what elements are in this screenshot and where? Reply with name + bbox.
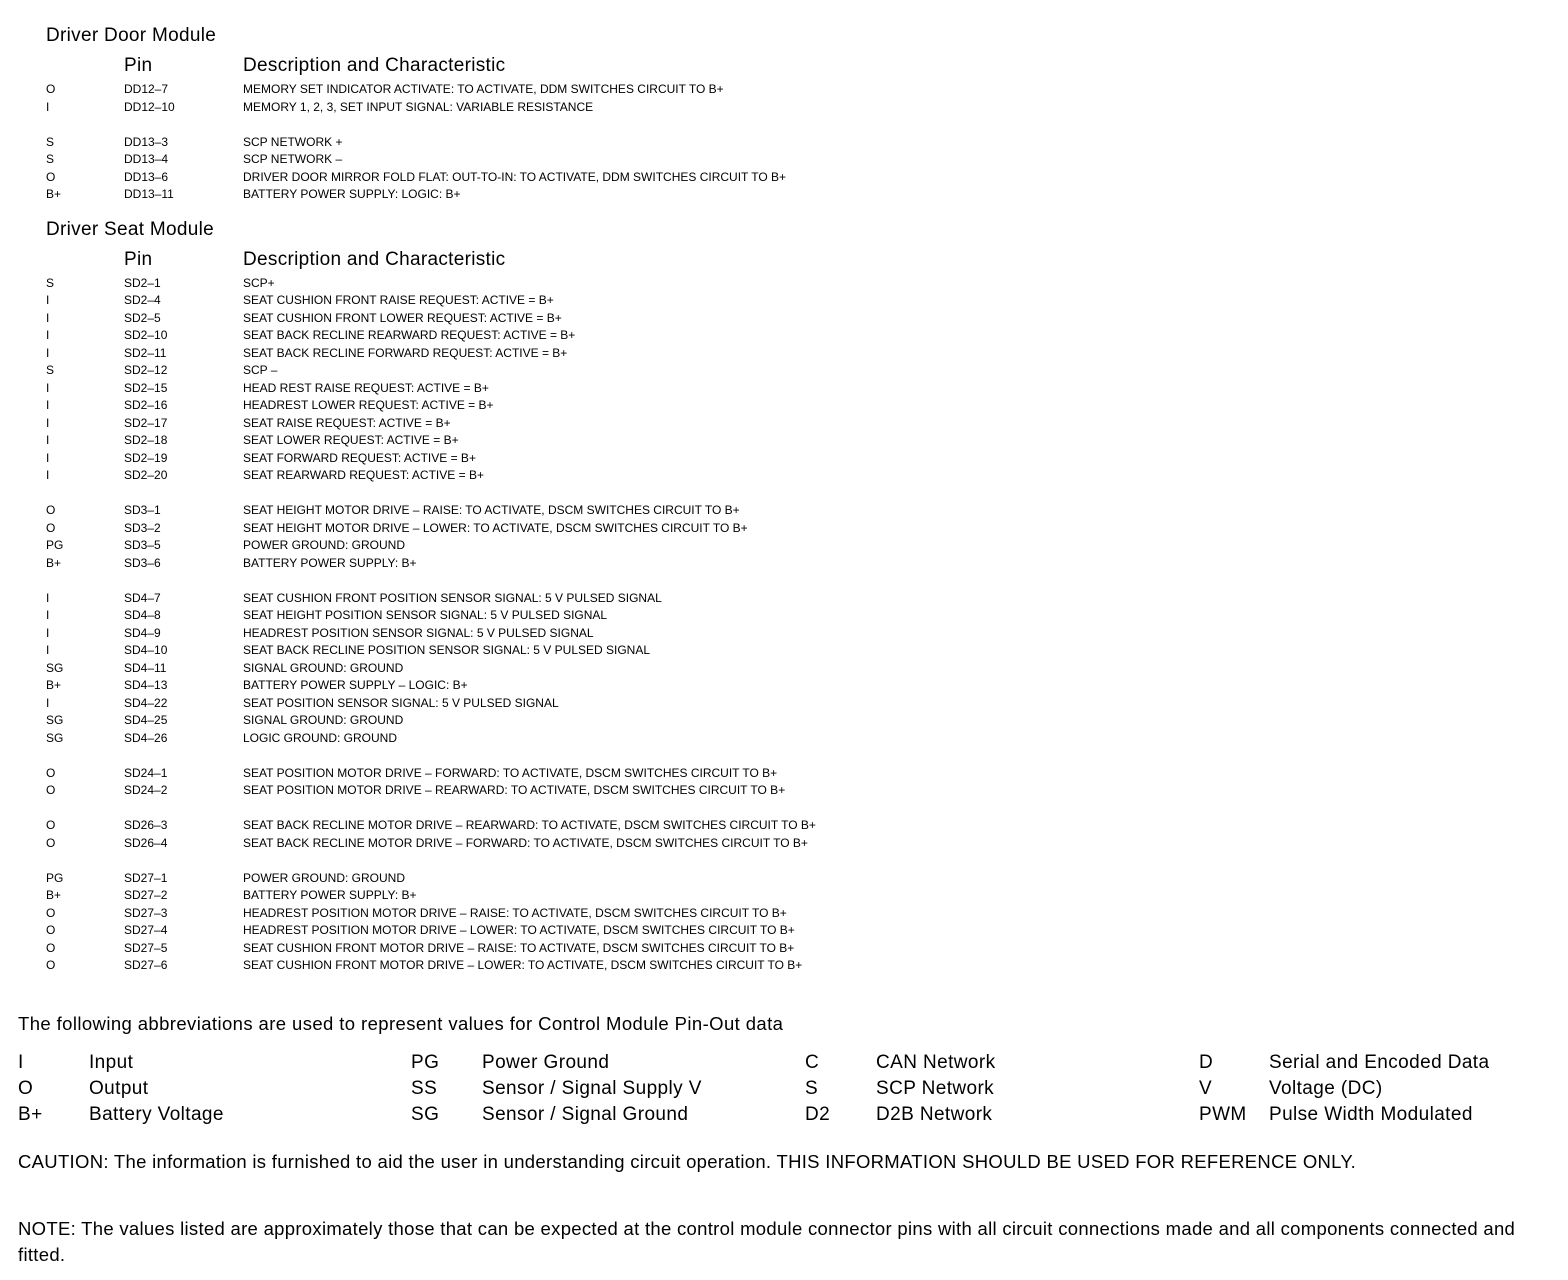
abbreviation-meaning: Power Ground (482, 1052, 610, 1073)
pin-number: SD26–3 (124, 818, 168, 832)
pin-type: I (46, 643, 50, 657)
pin-number: SD2–17 (124, 416, 168, 430)
abbreviation-code: I (18, 1052, 24, 1073)
pin-number: SD4–13 (124, 678, 168, 692)
pin-number: SD2–5 (124, 311, 161, 325)
pin-row (0, 835, 1568, 853)
note-text: NOTE: The values listed are approximately those that can be expected at the control module connector pins with all circuit connections made and all components connected and fitted. (18, 1218, 1516, 1265)
section-title: Driver Door Module (46, 25, 217, 46)
pin-row (0, 186, 1568, 204)
pin-type: SG (46, 713, 64, 727)
pin-type: PG (46, 871, 64, 885)
pin-row (0, 345, 1568, 363)
pin-number: SD2–1 (124, 276, 161, 290)
pin-number: SD4–10 (124, 643, 168, 657)
pin-row (0, 169, 1568, 187)
pin-type: I (46, 381, 50, 395)
caution-text: CAUTION: The information is furnished to aid the user in understanding circuit operation. THIS INFORMATION SHOULD BE USED FOR REFERENCE ONLY. (18, 1151, 1357, 1172)
pin-description: HEADREST POSITION SENSOR SIGNAL: 5 V PULSED SIGNAL (243, 626, 594, 640)
pin-description: MEMORY SET INDICATOR ACTIVATE: TO ACTIVATE, DDM SWITCHES CIRCUIT TO B+ (243, 82, 724, 96)
pin-number: SD4–9 (124, 626, 161, 640)
pin-type: I (46, 468, 50, 482)
pin-type: O (46, 521, 56, 535)
pin-column-header: Pin (124, 55, 153, 76)
pin-description: HEAD REST RAISE REQUEST: ACTIVE = B+ (243, 381, 489, 395)
pin-row (0, 887, 1568, 905)
pin-description: BATTERY POWER SUPPLY: B+ (243, 888, 417, 902)
pin-number: SD2–18 (124, 433, 168, 447)
pin-description: SIGNAL GROUND: GROUND (243, 713, 404, 727)
pin-description: SIGNAL GROUND: GROUND (243, 661, 404, 675)
pin-row (0, 362, 1568, 380)
pin-description: HEADREST LOWER REQUEST: ACTIVE = B+ (243, 398, 494, 412)
pin-number: DD13–4 (124, 152, 169, 166)
abbreviation-code: O (18, 1078, 34, 1099)
pin-description: SEAT BACK RECLINE FORWARD REQUEST: ACTIVE = B+ (243, 346, 568, 360)
pin-description: POWER GROUND: GROUND (243, 538, 405, 552)
abbreviation-meaning: Sensor / Signal Ground (482, 1104, 689, 1125)
description-column-header: Description and Characteristic (243, 55, 506, 76)
pin-number: SD4–22 (124, 696, 168, 710)
pin-type: I (46, 311, 50, 325)
pin-type: SG (46, 731, 64, 745)
pin-description: DRIVER DOOR MIRROR FOLD FLAT: OUT-TO-IN: TO ACTIVATE, DDM SWITCHES CIRCUIT TO B+ (243, 170, 787, 184)
abbreviation-meaning: Serial and Encoded Data (1269, 1052, 1490, 1073)
pin-number: SD4–11 (124, 661, 167, 675)
abbreviation-meaning: Pulse Width Modulated (1269, 1104, 1473, 1125)
pin-type: B+ (46, 888, 62, 902)
pin-column-header: Pin (124, 249, 153, 270)
pin-type: I (46, 591, 50, 605)
abbreviation-meaning: Output (89, 1078, 149, 1099)
pin-description: SEAT RAISE REQUEST: ACTIVE = B+ (243, 416, 451, 430)
pin-number: SD2–10 (124, 328, 168, 342)
pin-type: O (46, 818, 56, 832)
pin-type: O (46, 941, 56, 955)
pin-row (0, 520, 1568, 538)
pin-row (0, 712, 1568, 730)
pin-row (0, 677, 1568, 695)
abbreviation-code: S (805, 1078, 819, 1099)
pin-description: MEMORY 1, 2, 3, SET INPUT SIGNAL: VARIABLE RESISTANCE (243, 100, 594, 114)
pin-number: SD2–11 (124, 346, 167, 360)
section-title: Driver Seat Module (46, 219, 215, 240)
pin-number: SD3–5 (124, 538, 161, 552)
pin-type: I (46, 416, 50, 430)
pin-description: BATTERY POWER SUPPLY: LOGIC: B+ (243, 187, 461, 201)
pin-description: SEAT POSITION SENSOR SIGNAL: 5 V PULSED SIGNAL (243, 696, 559, 710)
pin-row (0, 590, 1568, 608)
pin-number: SD3–6 (124, 556, 161, 570)
pin-number: SD26–4 (124, 836, 168, 850)
pin-description: HEADREST POSITION MOTOR DRIVE – RAISE: TO ACTIVATE, DSCM SWITCHES CIRCUIT TO B+ (243, 906, 787, 920)
pin-type: O (46, 958, 56, 972)
pin-description: BATTERY POWER SUPPLY: B+ (243, 556, 417, 570)
abbreviation-meaning: Battery Voltage (89, 1104, 224, 1125)
pin-description: SEAT LOWER REQUEST: ACTIVE = B+ (243, 433, 459, 447)
pin-number: DD12–10 (124, 100, 175, 114)
pin-type: O (46, 766, 56, 780)
pin-row (0, 537, 1568, 555)
pin-type: I (46, 451, 50, 465)
abbreviation-code: SS (411, 1078, 438, 1099)
pin-number: SD2–12 (124, 363, 168, 377)
pin-row (0, 695, 1568, 713)
pin-row (0, 502, 1568, 520)
pin-number: DD12–7 (124, 82, 169, 96)
pin-description: SEAT REARWARD REQUEST: ACTIVE = B+ (243, 468, 484, 482)
pin-row (0, 730, 1568, 748)
pin-number: SD27–2 (124, 888, 168, 902)
pin-description: POWER GROUND: GROUND (243, 871, 405, 885)
pin-number: DD13–6 (124, 170, 169, 184)
abbreviation-meaning: CAN Network (876, 1052, 996, 1073)
pin-row (0, 310, 1568, 328)
pin-number: SD24–1 (124, 766, 168, 780)
description-column-header: Description and Characteristic (243, 249, 506, 270)
pin-type: B+ (46, 556, 62, 570)
pin-number: SD4–8 (124, 608, 161, 622)
pin-number: SD27–1 (124, 871, 168, 885)
abbreviation-meaning: SCP Network (876, 1078, 995, 1099)
pin-row (0, 467, 1568, 485)
pin-description: SEAT CUSHION FRONT POSITION SENSOR SIGNAL: 5 V PULSED SIGNAL (243, 591, 662, 605)
pin-row (0, 870, 1568, 888)
pin-number: SD24–2 (124, 783, 168, 797)
pin-row (0, 151, 1568, 169)
abbreviation-meaning: D2B Network (876, 1104, 993, 1125)
pin-number: SD3–2 (124, 521, 161, 535)
pin-type: S (46, 135, 55, 149)
pin-type: I (46, 433, 50, 447)
pin-description: SEAT HEIGHT POSITION SENSOR SIGNAL: 5 V PULSED SIGNAL (243, 608, 608, 622)
pin-row (0, 922, 1568, 940)
pin-row (0, 432, 1568, 450)
pin-row (0, 765, 1568, 783)
pin-row (0, 397, 1568, 415)
pin-description: SEAT CUSHION FRONT MOTOR DRIVE – RAISE: TO ACTIVATE, DSCM SWITCHES CIRCUIT TO B+ (243, 941, 795, 955)
pin-row (0, 642, 1568, 660)
pin-description: SCP NETWORK – (243, 152, 343, 166)
pin-description: SEAT CUSHION FRONT RAISE REQUEST: ACTIVE = B+ (243, 293, 554, 307)
pin-number: SD2–19 (124, 451, 168, 465)
pin-row (0, 940, 1568, 958)
pin-type: I (46, 608, 50, 622)
pin-number: SD27–5 (124, 941, 168, 955)
pin-row (0, 660, 1568, 678)
pin-type: O (46, 503, 56, 517)
pin-number: SD2–15 (124, 381, 168, 395)
abbreviation-code: D (1199, 1052, 1214, 1073)
pin-row (0, 817, 1568, 835)
pin-type: I (46, 696, 50, 710)
pin-type: O (46, 836, 56, 850)
pin-row (0, 81, 1568, 99)
pin-number: SD4–7 (124, 591, 161, 605)
pin-number: SD27–4 (124, 923, 168, 937)
pin-description: SEAT BACK RECLINE REARWARD REQUEST: ACTIVE = B+ (243, 328, 576, 342)
abbreviation-meaning: Sensor / Signal Supply V (482, 1078, 702, 1099)
pin-row (0, 625, 1568, 643)
pin-number: SD3–1 (124, 503, 161, 517)
pin-description: SEAT BACK RECLINE MOTOR DRIVE – FORWARD: TO ACTIVATE, DSCM SWITCHES CIRCUIT TO B+ (243, 836, 808, 850)
pin-type: S (46, 363, 55, 377)
pin-number: DD13–3 (124, 135, 169, 149)
pin-row (0, 134, 1568, 152)
pin-type: I (46, 626, 50, 640)
pin-description: SEAT BACK RECLINE MOTOR DRIVE – REARWARD: TO ACTIVATE, DSCM SWITCHES CIRCUIT TO B+ (243, 818, 816, 832)
pin-type: PG (46, 538, 64, 552)
pin-type: O (46, 82, 56, 96)
pin-row (0, 905, 1568, 923)
abbreviation-code: V (1199, 1078, 1213, 1099)
pin-row (0, 782, 1568, 800)
pin-type: O (46, 923, 56, 937)
abbreviation-code: D2 (805, 1104, 831, 1125)
pin-description: SEAT CUSHION FRONT LOWER REQUEST: ACTIVE = B+ (243, 311, 562, 325)
pin-type: B+ (46, 187, 62, 201)
pin-number: DD13–11 (124, 187, 174, 201)
pin-type: SG (46, 661, 64, 675)
pin-number: SD2–16 (124, 398, 168, 412)
pin-description: SEAT POSITION MOTOR DRIVE – FORWARD: TO ACTIVATE, DSCM SWITCHES CIRCUIT TO B+ (243, 766, 778, 780)
pin-row (0, 607, 1568, 625)
pin-row (0, 99, 1568, 117)
pin-type: I (46, 293, 50, 307)
pin-type: B+ (46, 678, 62, 692)
pin-description: HEADREST POSITION MOTOR DRIVE – LOWER: TO ACTIVATE, DSCM SWITCHES CIRCUIT TO B+ (243, 923, 795, 937)
abbreviation-code: PWM (1199, 1104, 1247, 1125)
pin-type: I (46, 328, 50, 342)
pin-description: SCP+ (243, 276, 275, 290)
pin-description: SEAT BACK RECLINE POSITION SENSOR SIGNAL: 5 V PULSED SIGNAL (243, 643, 651, 657)
pin-type: I (46, 346, 50, 360)
abbreviation-code: C (805, 1052, 820, 1073)
abbreviation-meaning: Input (89, 1052, 134, 1073)
pin-number: SD4–25 (124, 713, 168, 727)
pin-number: SD2–4 (124, 293, 161, 307)
abbreviation-code: B+ (18, 1104, 43, 1125)
pin-type: I (46, 100, 50, 114)
pin-number: SD27–3 (124, 906, 168, 920)
pin-row (0, 292, 1568, 310)
pin-description: SEAT FORWARD REQUEST: ACTIVE = B+ (243, 451, 476, 465)
abbreviation-code: SG (411, 1104, 440, 1125)
pin-number: SD27–6 (124, 958, 168, 972)
pin-description: SCP – (243, 363, 278, 377)
pin-row (0, 555, 1568, 573)
pin-row (0, 380, 1568, 398)
pin-type: O (46, 906, 56, 920)
abbreviations-intro: The following abbreviations are used to represent values for Control Module Pin-Out data (18, 1013, 784, 1034)
abbreviation-meaning: Voltage (DC) (1269, 1078, 1383, 1099)
pin-description: SCP NETWORK + (243, 135, 343, 149)
pin-number: SD2–20 (124, 468, 168, 482)
pin-row (0, 275, 1568, 293)
pin-row (0, 327, 1568, 345)
pin-type: I (46, 398, 50, 412)
pin-description: SEAT POSITION MOTOR DRIVE – REARWARD: TO ACTIVATE, DSCM SWITCHES CIRCUIT TO B+ (243, 783, 786, 797)
pin-description: SEAT CUSHION FRONT MOTOR DRIVE – LOWER: TO ACTIVATE, DSCM SWITCHES CIRCUIT TO B+ (243, 958, 803, 972)
pin-description: LOGIC GROUND: GROUND (243, 731, 398, 745)
pin-type: S (46, 152, 55, 166)
pin-row (0, 450, 1568, 468)
pin-row (0, 415, 1568, 433)
pin-description: SEAT HEIGHT MOTOR DRIVE – RAISE: TO ACTIVATE, DSCM SWITCHES CIRCUIT TO B+ (243, 503, 740, 517)
pin-row (0, 957, 1568, 975)
pin-type: O (46, 170, 56, 184)
pin-description: SEAT HEIGHT MOTOR DRIVE – LOWER: TO ACTIVATE, DSCM SWITCHES CIRCUIT TO B+ (243, 521, 748, 535)
pin-type: S (46, 276, 55, 290)
pin-type: O (46, 783, 56, 797)
pin-description: BATTERY POWER SUPPLY – LOGIC: B+ (243, 678, 468, 692)
pin-number: SD4–26 (124, 731, 168, 745)
abbreviation-code: PG (411, 1052, 440, 1073)
